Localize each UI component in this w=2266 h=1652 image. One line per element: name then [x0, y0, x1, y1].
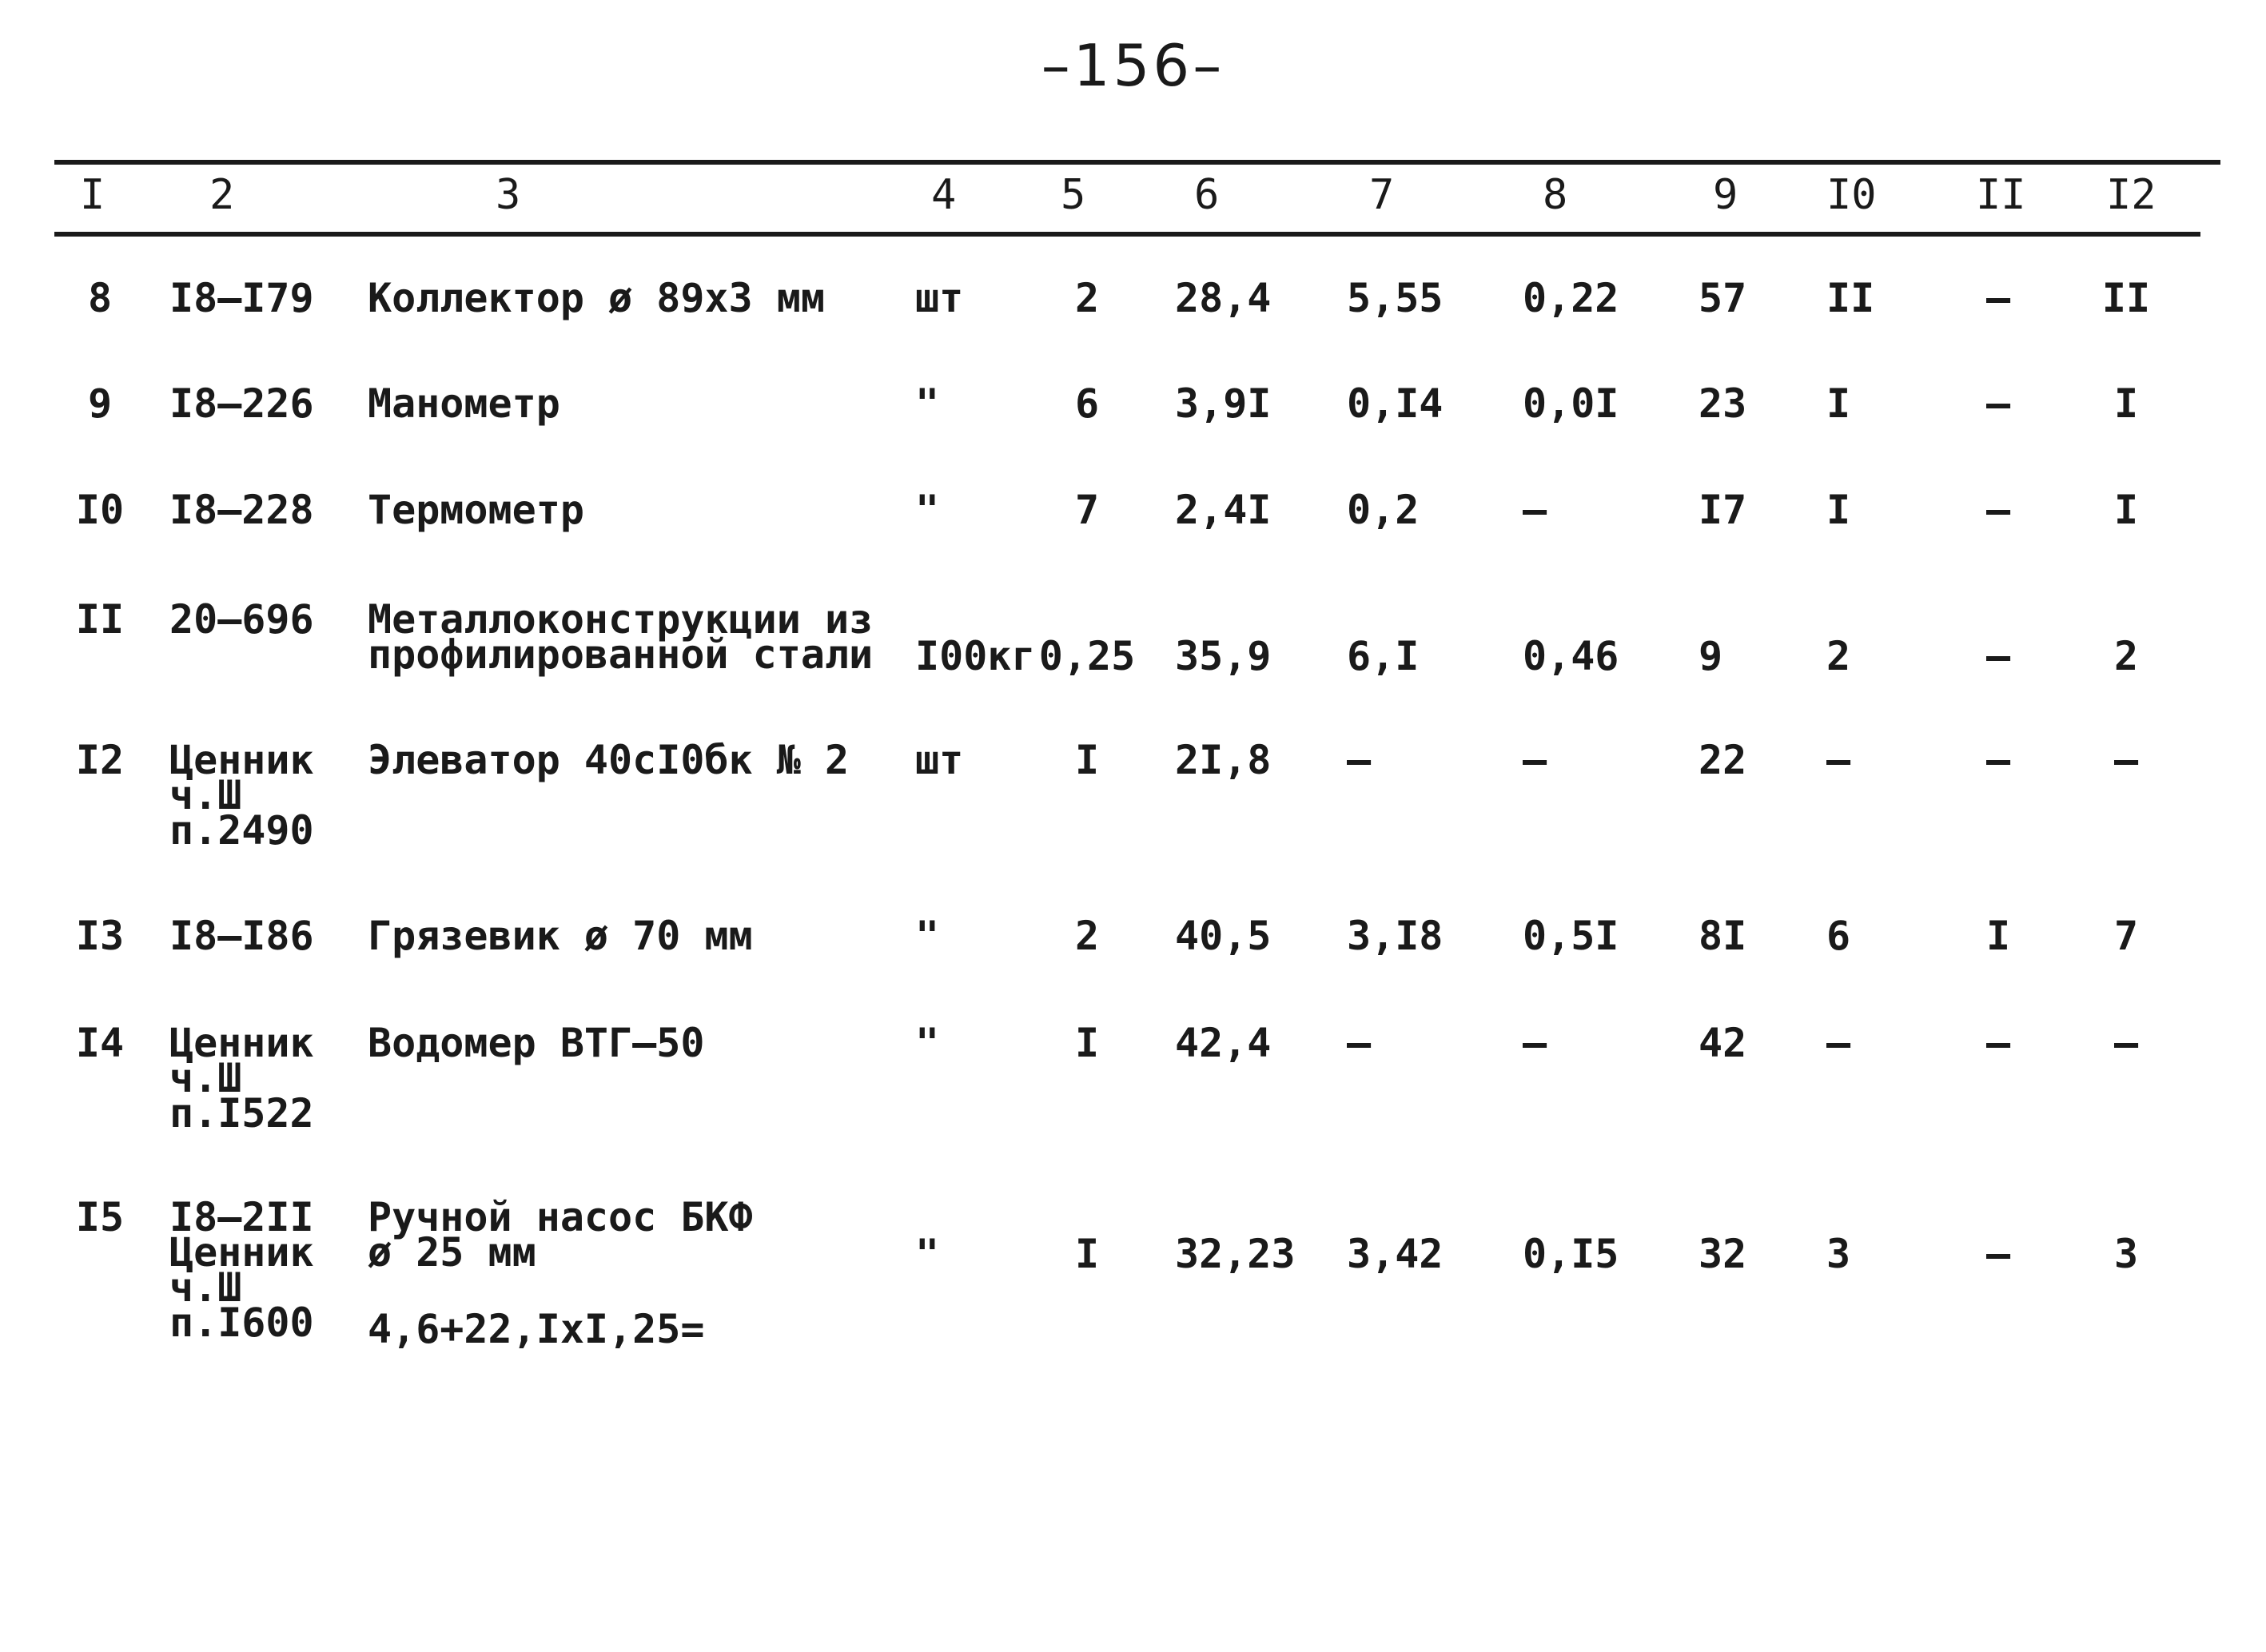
table-top-rule	[54, 160, 2220, 165]
header-col-4: 4	[931, 171, 957, 219]
col-7-value: 3,I8	[1347, 913, 1444, 959]
row-number: I2	[75, 737, 125, 783]
norm-code: ч.Ш	[169, 772, 242, 818]
col-11-value: –	[1985, 1231, 2011, 1277]
col-11-value: –	[1985, 633, 2011, 679]
header-col-8: 8	[1543, 171, 1568, 219]
norm-code: ч.Ш	[169, 1055, 242, 1101]
col-7-value: 0,I4	[1347, 380, 1444, 427]
col-9-value: 57	[1699, 275, 1747, 321]
row-number: I3	[75, 913, 125, 959]
col-10-value: I	[1826, 487, 1851, 533]
col-9-value: 8I	[1699, 913, 1747, 959]
header-col-9: 9	[1713, 171, 1738, 219]
quantity: 2	[1074, 275, 1100, 321]
norm-code: п.2490	[169, 807, 314, 854]
col-10-value: 3	[1826, 1231, 1851, 1277]
row-number: I4	[75, 1020, 125, 1066]
quantity: 0,25	[1038, 633, 1136, 679]
norm-code: 20–696	[169, 596, 314, 643]
page-number: –156–	[1041, 32, 1225, 99]
col-8-value: 0,5I	[1523, 913, 1619, 959]
col-7-value: 5,55	[1347, 275, 1444, 321]
item-name: 4,6+22,IxI,25=	[368, 1306, 705, 1352]
item-name: Металлоконструкции из	[368, 596, 874, 643]
col-12-value: II	[2101, 275, 2151, 321]
quantity: 2	[1074, 913, 1100, 959]
item-name: Водомер ВТГ–50	[368, 1020, 705, 1066]
norm-code: I8–2II	[169, 1194, 314, 1240]
col-8-value: 0,0I	[1523, 380, 1619, 427]
quantity: I	[1074, 1231, 1100, 1277]
norm-code: п.I600	[169, 1300, 314, 1346]
col-7-value: 6,I	[1347, 633, 1420, 679]
quantity: I	[1074, 737, 1100, 783]
header-col-7: 7	[1369, 171, 1395, 219]
unit: I00кг	[915, 633, 1036, 679]
col-6-value: 40,5	[1175, 913, 1272, 959]
item-name: Грязевик ø 70 мм	[368, 913, 753, 959]
norm-code: I8–I86	[169, 913, 314, 959]
header-col-12: I2	[2106, 171, 2156, 219]
col-11-value: –	[1985, 487, 2011, 533]
col-12-value: –	[2113, 737, 2139, 783]
norm-code: п.I522	[169, 1090, 314, 1136]
item-name: Манометр	[368, 380, 560, 427]
col-6-value: 3,9I	[1175, 380, 1272, 427]
unit: шт	[915, 737, 964, 783]
col-10-value: 6	[1826, 913, 1851, 959]
col-9-value: 32	[1699, 1231, 1747, 1277]
item-name: Термометр	[368, 487, 584, 533]
col-11-value: –	[1985, 380, 2011, 427]
unit: шт	[915, 275, 964, 321]
col-11-value: –	[1985, 1020, 2011, 1066]
col-10-value: –	[1826, 1020, 1851, 1066]
col-10-value: II	[1826, 275, 1875, 321]
norm-code: Ценник	[169, 1229, 314, 1276]
header-col-11: II	[1976, 171, 2026, 219]
header-col-1: I	[80, 171, 106, 219]
col-11-value: –	[1985, 275, 2011, 321]
col-12-value: –	[2113, 1020, 2139, 1066]
header-bottom-rule	[54, 232, 2200, 237]
header-col-2: 2	[209, 171, 235, 219]
row-number: 8	[87, 275, 113, 321]
item-name: Элеватор 40сI0бк № 2	[368, 737, 850, 783]
col-6-value: 35,9	[1175, 633, 1272, 679]
col-10-value: I	[1826, 380, 1851, 427]
row-number: I5	[75, 1194, 125, 1240]
unit: "	[915, 913, 940, 959]
header-col-10: I0	[1826, 171, 1877, 219]
norm-code: I8–I79	[169, 275, 314, 321]
col-9-value: 9	[1699, 633, 1723, 679]
col-11-value: –	[1985, 737, 2011, 783]
norm-code: I8–226	[169, 380, 314, 427]
col-12-value: 3	[2113, 1231, 2139, 1277]
quantity: 6	[1074, 380, 1100, 427]
col-12-value: 2	[2113, 633, 2139, 679]
col-6-value: 2,4I	[1175, 487, 1272, 533]
unit: "	[915, 1231, 940, 1277]
col-7-value: 0,2	[1347, 487, 1420, 533]
item-name: ø 25 мм	[368, 1229, 536, 1276]
quantity: 7	[1074, 487, 1100, 533]
col-6-value: 32,23	[1175, 1231, 1296, 1277]
col-12-value: 7	[2113, 913, 2139, 959]
header-col-5: 5	[1061, 171, 1086, 219]
quantity: I	[1074, 1020, 1100, 1066]
norm-code: Ценник	[169, 737, 314, 783]
unit: "	[915, 487, 940, 533]
col-9-value: 22	[1699, 737, 1747, 783]
header-col-6: 6	[1194, 171, 1220, 219]
norm-code: ч.Ш	[169, 1264, 242, 1311]
unit: "	[915, 1020, 940, 1066]
col-12-value: I	[2113, 487, 2139, 533]
norm-code: I8–228	[169, 487, 314, 533]
col-8-value: 0,I5	[1523, 1231, 1619, 1277]
row-number: 9	[87, 380, 113, 427]
col-8-value: 0,46	[1523, 633, 1619, 679]
col-6-value: 28,4	[1175, 275, 1272, 321]
col-7-value: –	[1347, 1020, 1372, 1066]
item-name: профилированной стали	[368, 631, 874, 678]
col-9-value: 42	[1699, 1020, 1747, 1066]
row-number: II	[75, 596, 125, 643]
col-9-value: 23	[1699, 380, 1747, 427]
col-8-value: –	[1523, 487, 1547, 533]
row-number: I0	[75, 487, 125, 533]
item-name: Коллектор ø 89x3 мм	[368, 275, 825, 321]
col-8-value: 0,22	[1523, 275, 1619, 321]
col-8-value: –	[1523, 737, 1547, 783]
col-6-value: 2I,8	[1175, 737, 1272, 783]
header-col-3: 3	[496, 171, 521, 219]
col-8-value: –	[1523, 1020, 1547, 1066]
col-6-value: 42,4	[1175, 1020, 1272, 1066]
unit: "	[915, 380, 940, 427]
item-name: Ручной насос БКФ	[368, 1194, 753, 1240]
col-10-value: –	[1826, 737, 1851, 783]
col-7-value: –	[1347, 737, 1372, 783]
col-10-value: 2	[1826, 633, 1851, 679]
col-9-value: I7	[1699, 487, 1747, 533]
col-11-value: I	[1985, 913, 2011, 959]
col-7-value: 3,42	[1347, 1231, 1444, 1277]
col-12-value: I	[2113, 380, 2139, 427]
norm-code: Ценник	[169, 1020, 314, 1066]
